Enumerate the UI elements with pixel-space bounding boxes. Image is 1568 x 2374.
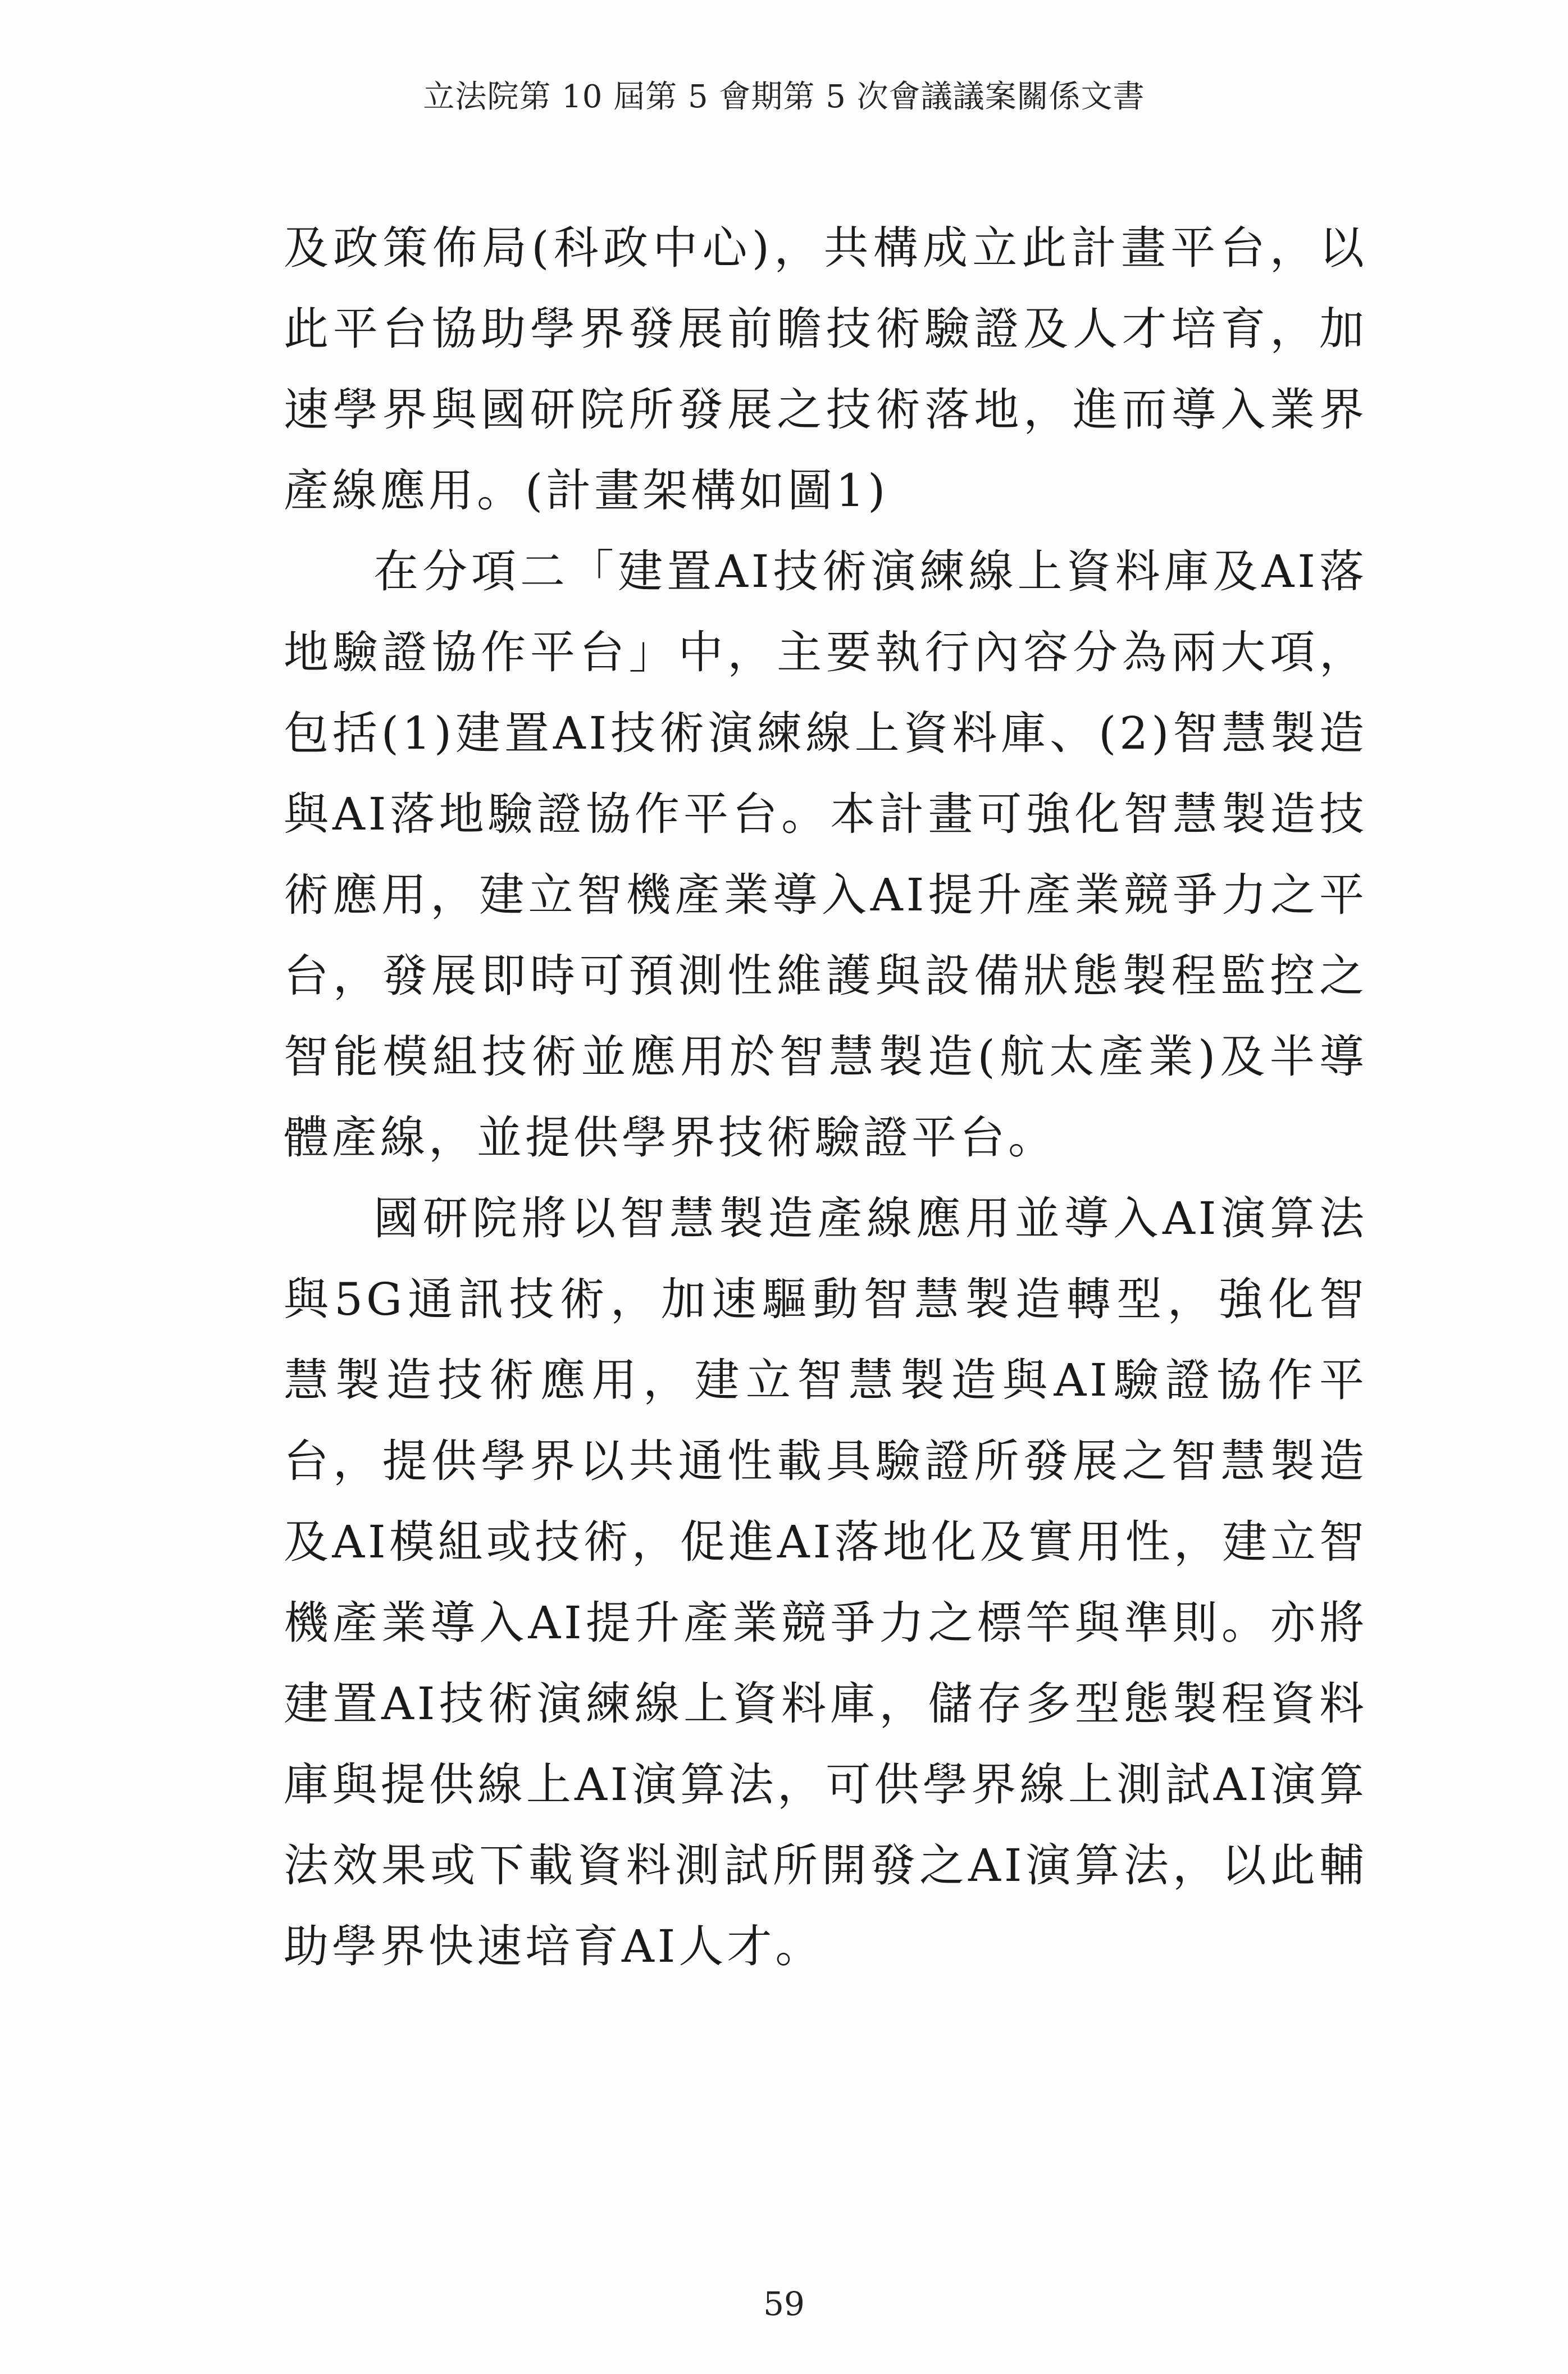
running-header: 立法院第 10 屆第 5 會期第 5 次會議議案關係文書 <box>423 79 1145 115</box>
page-number: 59 <box>763 2285 805 2323</box>
paragraph-continuation: 及政策佈局(科政中心)，共構成立此計畫平台，以此平台協助學界發展前瞻技術驗證及人才培育，加速學界與國研院所發展之技術落地，進而導入業界產線應用。(計畫架構如圖1) <box>284 222 1368 517</box>
paragraph-subproject-two: 在分項二「建置AI技術演練線上資料庫及AI落地驗證協作平台」中，主要執行內容分為兩大項，包括(1)建置AI技術演練線上資料庫、(2)智慧製造與AI落地驗證協作平台。本計畫可強化智慧製造技術應用，建立智機產業導入AI提升產業競爭力之平台，發展即時可預測性維護與設備狀態製程監控之智能模組技術並應用於智慧製造(航太產業)及半導體產線，並提供學界技術驗證平台。 <box>284 545 1368 1164</box>
body-text <box>284 208 1368 1987</box>
paragraph-narlabs-plan: 國研院將以智慧製造產線應用並導入AI演算法與5G通訊技術，加速驅動智慧製造轉型，強化智慧製造技術應用，建立智慧製造與AI驗證協作平台，提供學界以共通性載具驗證所發展之智慧製造及AI模組或技術，促進AI落地化及實用性，建立智機產業導入AI提升產業競爭力之標竿與準則。亦將建置AI技術演練線上資料庫，儲存多型態製程資料庫與提供線上AI演算法，可供學界線上測試AI演算法效果或下載資料測試所開發之AI演算法，以此輔助學界快速培育AI人才。 <box>284 1192 1368 1972</box>
